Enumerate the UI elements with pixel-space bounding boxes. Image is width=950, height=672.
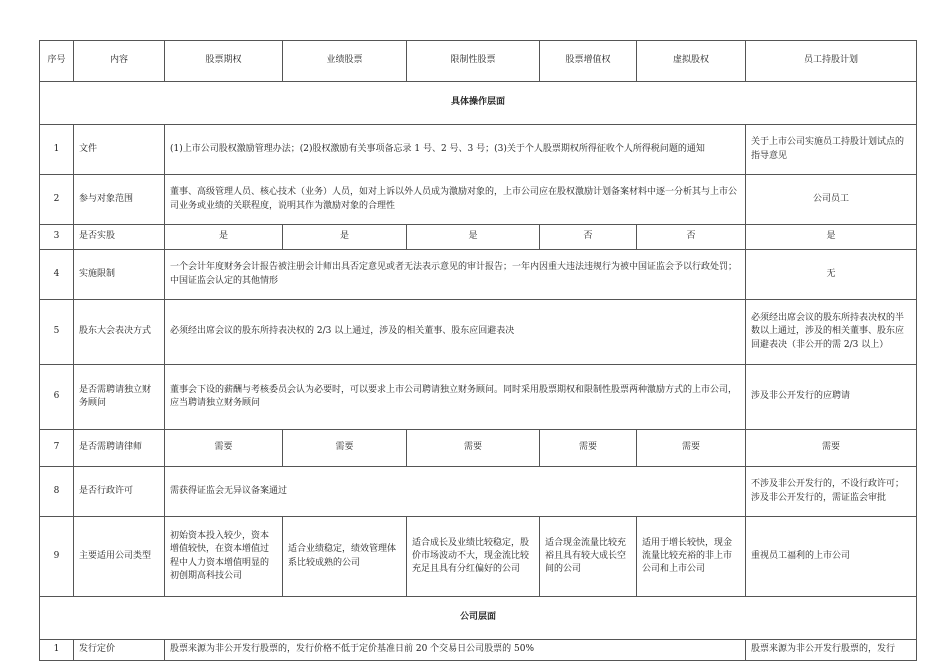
row-value-performance-share: 是 bbox=[283, 225, 407, 250]
row-esop-value: 公司员工 bbox=[746, 175, 917, 225]
row-merged-value: 一个会计年度财务会计报告被注册会计师出具否定意见或者无法表示意见的审计报告；一年内因重大违法违规行为被中国证监会予以行政处罚；中国证监会认定的其他情形 bbox=[165, 250, 746, 300]
row-no: 7 bbox=[40, 430, 74, 467]
row-no: 6 bbox=[40, 365, 74, 430]
table-row bbox=[40, 517, 917, 597]
row-value-phantom-stock: 需要 bbox=[637, 430, 746, 467]
row-esop-value: 关于上市公司实施员工持股计划试点的指导意见 bbox=[746, 125, 917, 175]
table-row bbox=[40, 365, 917, 430]
row-no: 3 bbox=[40, 225, 74, 250]
table-row bbox=[40, 467, 917, 517]
row-no: 2 bbox=[40, 175, 74, 225]
row-esop-value: 股票来源为非公开发行股票的，发行 bbox=[746, 640, 917, 661]
row-item: 实施限制 bbox=[74, 250, 165, 300]
row-value-restricted-stock: 需要 bbox=[407, 430, 540, 467]
row-no: 1 bbox=[40, 125, 74, 175]
row-value-stock-option: 初始资本投入较少，资本增值较快，在资本增值过程中人力资本增值明显的初创期高科技公司 bbox=[165, 517, 283, 597]
row-merged-value: 需获得证监会无异议备案通过 bbox=[165, 467, 746, 517]
row-esop-value: 无 bbox=[746, 250, 917, 300]
row-merged-value: 董事会下设的薪酬与考核委员会认为必要时，可以要求上市公司聘请独立财务顾问。同时采用股票期权和限制性股票两种激励方式的上市公司，应当聘请独立财务顾问 bbox=[165, 365, 746, 430]
col-header-performance-share: 业绩股票 bbox=[283, 41, 407, 82]
row-merged-value: 董事、高级管理人员、核心技术（业务）人员，如对上诉以外人员成为激励对象的，上市公司应在股权激励计划备案材料中逐一分析其与上市公司业务或业绩的关联程度，说明其作为激励对象的合理性 bbox=[165, 175, 746, 225]
col-header-no: 序号 bbox=[40, 41, 74, 82]
col-header-item: 内容 bbox=[74, 41, 165, 82]
col-header-stock-option: 股票期权 bbox=[165, 41, 283, 82]
table-row bbox=[40, 175, 917, 225]
row-value-stock-option: 是 bbox=[165, 225, 283, 250]
section-title-operation: 具体操作层面 bbox=[40, 82, 917, 125]
table-row bbox=[40, 250, 917, 300]
row-value-sar: 否 bbox=[540, 225, 637, 250]
row-value-phantom-stock: 适用于增长较快，现金流量比较充裕的非上市公司和上市公司 bbox=[637, 517, 746, 597]
col-header-sar: 股票增值权 bbox=[540, 41, 637, 82]
header-row bbox=[40, 41, 917, 82]
section-row bbox=[40, 82, 917, 125]
table-row bbox=[40, 430, 917, 467]
col-header-phantom-stock: 虚拟股权 bbox=[637, 41, 746, 82]
row-value-stock-option: 需要 bbox=[165, 430, 283, 467]
row-item: 是否行政许可 bbox=[74, 467, 165, 517]
col-header-restricted-stock: 限制性股票 bbox=[407, 41, 540, 82]
row-item: 文件 bbox=[74, 125, 165, 175]
row-value-phantom-stock: 否 bbox=[637, 225, 746, 250]
row-merged-value: (1)上市公司股权激励管理办法；(2)股权激励有关事项备忘录 1 号、2 号、3 号；(3)关于个人股票期权所得征收个人所得税问题的通知 bbox=[165, 125, 746, 175]
row-esop-value: 是 bbox=[746, 225, 917, 250]
row-item: 是否需聘请律师 bbox=[74, 430, 165, 467]
row-no: 4 bbox=[40, 250, 74, 300]
row-merged-value: 股票来源为非公开发行股票的，发行价格不低于定价基准日前 20 个交易日公司股票的 50% bbox=[165, 640, 746, 661]
row-no: 5 bbox=[40, 300, 74, 365]
row-value-sar: 需要 bbox=[540, 430, 637, 467]
table-row bbox=[40, 640, 917, 661]
table-row bbox=[40, 125, 917, 175]
row-esop-value: 不涉及非公开发行的，不设行政许可；涉及非公开发行的，需证监会审批 bbox=[746, 467, 917, 517]
row-item: 股东大会表决方式 bbox=[74, 300, 165, 365]
table-row bbox=[40, 300, 917, 365]
row-no: 8 bbox=[40, 467, 74, 517]
equity-incentive-comparison-table bbox=[39, 40, 917, 661]
row-value-restricted-stock: 适合成长及业绩比较稳定，股价市场波动不大，现金流比较充足且具有分红偏好的公司 bbox=[407, 517, 540, 597]
row-esop-value: 需要 bbox=[746, 430, 917, 467]
table-row bbox=[40, 225, 917, 250]
row-esop-value: 重视员工福利的上市公司 bbox=[746, 517, 917, 597]
row-item: 参与对象范围 bbox=[74, 175, 165, 225]
row-value-restricted-stock: 是 bbox=[407, 225, 540, 250]
row-value-performance-share: 适合业绩稳定，绩效管理体系比较成熟的公司 bbox=[283, 517, 407, 597]
row-item: 主要适用公司类型 bbox=[74, 517, 165, 597]
row-item: 是否需聘请独立财务顾问 bbox=[74, 365, 165, 430]
row-item: 发行定价 bbox=[74, 640, 165, 661]
row-merged-value: 必须经出席会议的股东所持表决权的 2/3 以上通过，涉及的相关董事、股东应回避表决 bbox=[165, 300, 746, 365]
row-value-performance-share: 需要 bbox=[283, 430, 407, 467]
row-no: 1 bbox=[40, 640, 74, 661]
section-row bbox=[40, 597, 917, 640]
row-esop-value: 涉及非公开发行的应聘请 bbox=[746, 365, 917, 430]
row-item: 是否实股 bbox=[74, 225, 165, 250]
section-title-company: 公司层面 bbox=[40, 597, 917, 640]
row-esop-value: 必须经出席会议的股东所持表决权的半数以上通过，涉及的相关董事、股东应回避表决（非公开的需 2/3 以上） bbox=[746, 300, 917, 365]
row-no: 9 bbox=[40, 517, 74, 597]
row-value-sar: 适合现金流量比较充裕且具有较大成长空间的公司 bbox=[540, 517, 637, 597]
col-header-esop: 员工持股计划 bbox=[746, 41, 917, 82]
